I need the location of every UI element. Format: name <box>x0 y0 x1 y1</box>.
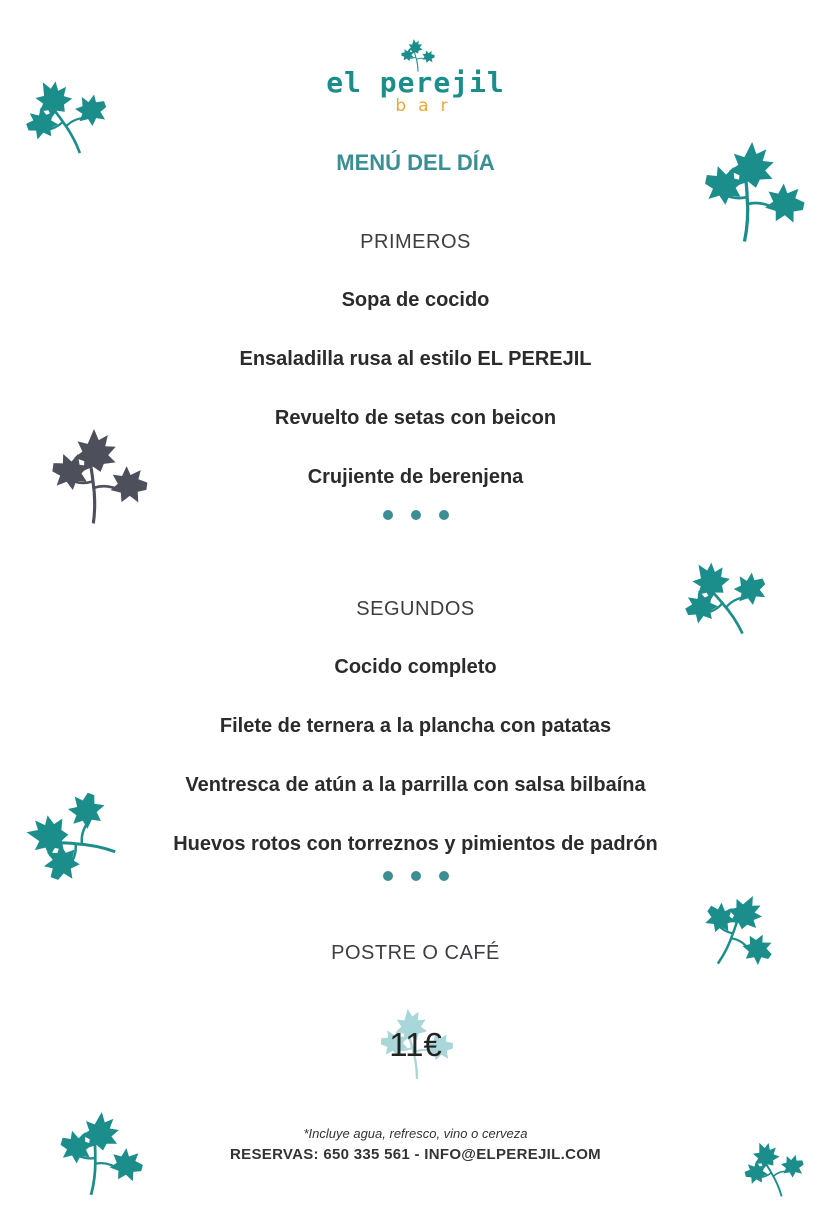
reservations-contact: RESERVAS: 650 335 561 - INFO@ELPEREJIL.COM <box>230 1146 601 1163</box>
dish-item: Crujiente de berenjena <box>307 466 524 488</box>
divider-dot <box>383 871 393 881</box>
menu-title: MENÚ DEL DÍA <box>336 150 495 175</box>
divider-dot <box>383 510 393 520</box>
divider-dot <box>439 510 449 520</box>
dish-item: Ventresca de atún a la parrilla con salsa bilbaína <box>185 774 646 796</box>
section-segundos-title: SEGUNDOS <box>356 598 475 620</box>
section-divider-dots <box>0 510 831 520</box>
dish-item: Sopa de cocido <box>341 289 490 311</box>
divider-dot <box>411 510 421 520</box>
dish-item: Filete de ternera a la plancha con patatas <box>219 715 612 737</box>
footer-note: *Incluye agua, refresco, vino o cerveza <box>303 1126 528 1141</box>
dish-item: Cocido completo <box>334 656 497 678</box>
menu-price: 11€ <box>389 1026 442 1063</box>
logo-subtitle: bar <box>395 96 460 116</box>
divider-dot <box>411 871 421 881</box>
section-primeros-title: PRIMEROS <box>360 231 471 253</box>
dish-item: Revuelto de setas con beicon <box>274 407 557 429</box>
section-divider-dots <box>0 871 831 881</box>
dish-item: Ensaladilla rusa al estilo EL PEREJIL <box>239 348 592 370</box>
section-postre-title: POSTRE O CAFÉ <box>331 942 500 964</box>
parsley-leaf-icon <box>663 532 787 661</box>
divider-dot <box>439 871 449 881</box>
parsley-leaf-icon <box>679 870 801 994</box>
logo-name: el perejil <box>326 66 505 99</box>
dish-item: Huevos rotos con torreznos y pimientos de padrón <box>173 833 658 855</box>
